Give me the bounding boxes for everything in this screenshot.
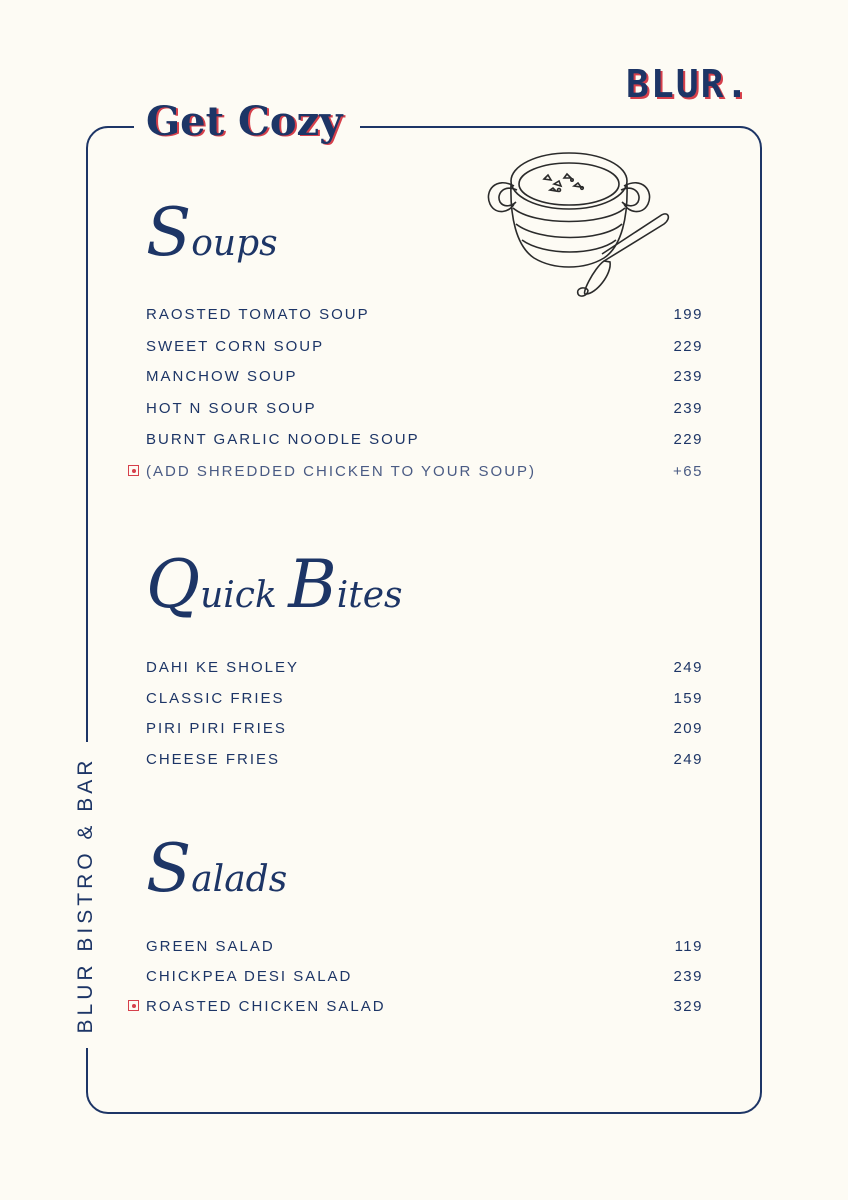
non-veg-icon [128,1000,139,1011]
section-title-salads: Salads [146,830,288,907]
brand-logo: BLUR. [626,62,751,106]
menu-item: CHICKPEA DESI SALAD 239 [146,967,703,985]
menu-item: MANCHOW SOUP 239 [146,367,703,385]
menu-item: PIRI PIRI FRIES 209 [146,719,703,737]
menu-item: SWEET CORN SOUP 229 [146,337,703,355]
section-title-soups: Soups [146,194,278,271]
soup-bowl-with-spoon-icon [484,146,674,301]
menu-item: RAOSTED TOMATO SOUP 199 [146,305,703,323]
menu-item: CHEESE FRIES 249 [146,750,703,768]
menu-item: (ADD SHREDDED CHICKEN TO YOUR SOUP) +65 [146,462,703,480]
menu-item: CLASSIC FRIES 159 [146,689,703,707]
menu-item: ROASTED CHICKEN SALAD 329 [146,997,703,1015]
menu-item: DAHI KE SHOLEY 249 [146,658,703,676]
menu-item: GREEN SALAD 119 [146,937,703,955]
non-veg-icon [128,465,139,476]
section-title-quick-bites: Quick Bites [146,546,403,623]
page-title: Get Cozy [146,98,343,145]
menu-item: BURNT GARLIC NOODLE SOUP 229 [146,430,703,448]
side-label: BLUR BISTRO & BAR [74,756,97,1034]
menu-item: HOT N SOUR SOUP 239 [146,399,703,417]
